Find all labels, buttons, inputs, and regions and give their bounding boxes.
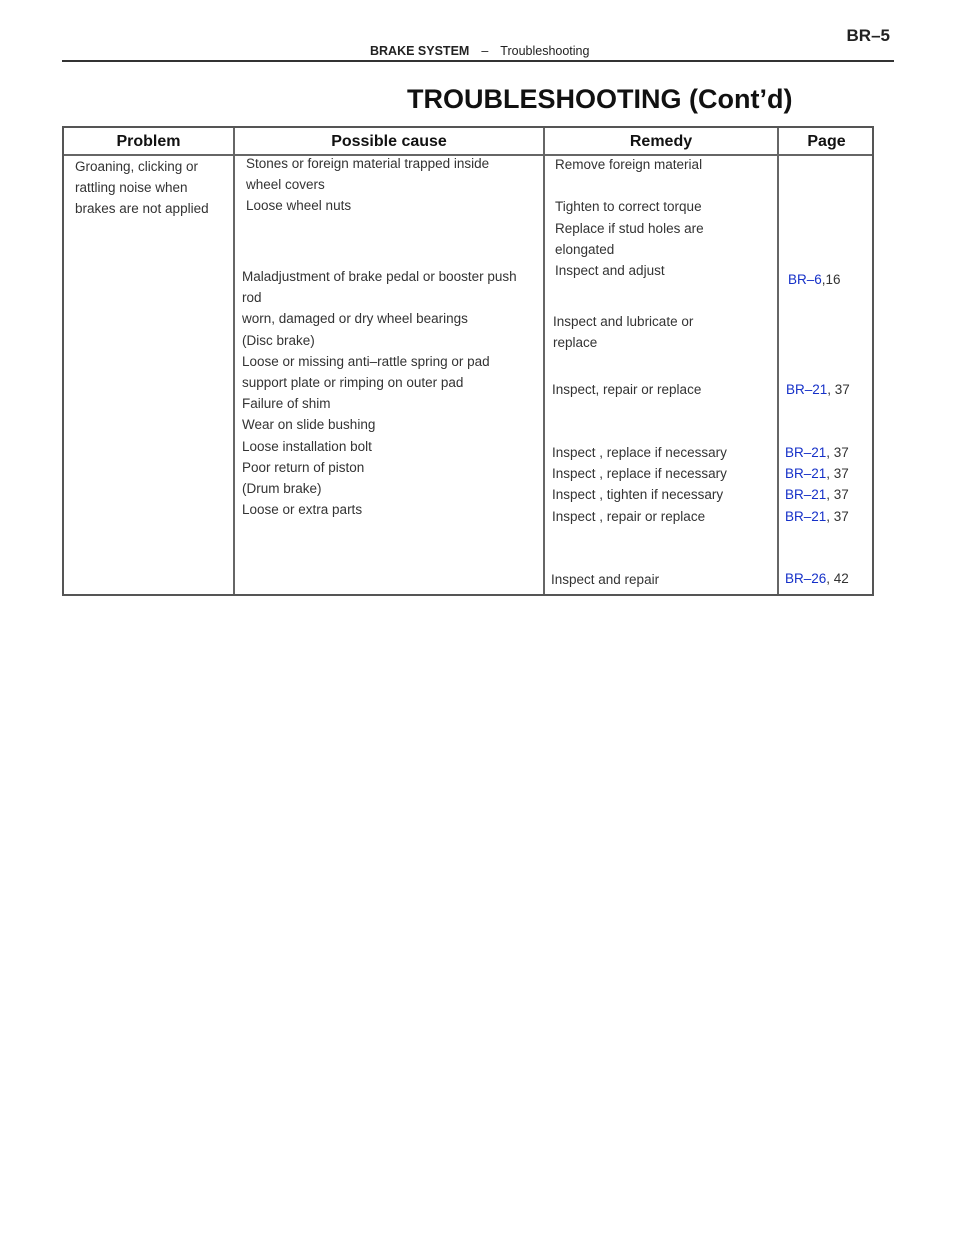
remedy-group: [551, 569, 659, 590]
cause-line: (Drum brake): [242, 481, 322, 497]
cause-line: Failure of shim: [242, 396, 331, 412]
header-rule: [62, 60, 894, 62]
page-ref-suffix: , 37: [826, 445, 849, 460]
remedy-line: Replace if stud holes are: [555, 220, 704, 236]
header-separator: –: [481, 44, 489, 58]
remedy-line: replace: [553, 335, 598, 351]
column-header-page: Page: [807, 133, 846, 150]
page-ref: [785, 442, 849, 463]
page-link[interactable]: BR–21: [785, 508, 827, 524]
remedy-line: Inspect , replace if necessary: [552, 466, 727, 482]
remedy-line: Inspect and adjust: [555, 263, 665, 279]
remedy-line: Inspect , replace if necessary: [552, 445, 727, 460]
remedy-line: elongated: [555, 241, 615, 257]
remedy-line: Inspect, repair or replace: [552, 382, 702, 397]
section-name: BRAKE SYSTEM: [370, 44, 470, 58]
page-number: BR–5: [846, 26, 890, 45]
remedy-line: Inspect and lubricate or: [553, 314, 694, 329]
troubleshooting-table: [62, 126, 874, 596]
cause-line: Loose installation bolt: [242, 438, 372, 454]
page-link[interactable]: BR–21: [785, 487, 827, 503]
problem-line: brakes are not applied: [75, 201, 209, 217]
page-ref-suffix: , 37: [826, 466, 849, 482]
cause-group: [246, 153, 489, 217]
cause-line: Maladjustment of brake pedal or booster push: [242, 269, 517, 284]
cause-line: (Disc brake): [242, 332, 315, 348]
cause-line: Loose wheel nuts: [246, 198, 352, 214]
remedy-group: [555, 154, 704, 281]
page-ref: [786, 379, 850, 400]
column-header-problem: Problem: [116, 133, 181, 150]
page-link[interactable]: BR–21: [786, 382, 828, 397]
cause-line: wheel covers: [246, 177, 325, 193]
column-divider: [777, 128, 779, 594]
subsection-name: Troubleshooting: [500, 44, 590, 58]
page-title: TROUBLESHOOTING (Cont’d): [407, 84, 793, 114]
cause-line: Stones or foreign material trapped inside: [246, 156, 490, 171]
cause-line: rod: [242, 290, 262, 306]
remedy-line: Remove foreign material: [555, 157, 703, 172]
page-link[interactable]: BR–6: [788, 272, 822, 287]
cause-line: worn, damaged or dry wheel bearings: [242, 311, 468, 327]
remedy-line: Tighten to correct torque: [555, 199, 702, 215]
remedy-group: [552, 379, 701, 400]
cause-line: Wear on slide bushing: [242, 417, 376, 433]
column-divider: [543, 128, 545, 594]
column-header-possible-cause: Possible cause: [331, 133, 447, 150]
cause-line: support plate or rimping on outer pad: [242, 375, 464, 391]
remedy-line: [555, 175, 704, 196]
page-ref: [788, 269, 841, 290]
page-ref-suffix: , 37: [826, 508, 849, 524]
page-ref-suffix: , 37: [826, 487, 849, 503]
page-ref: [785, 506, 849, 527]
page-ref-suffix: , 42: [826, 571, 849, 586]
remedy-line: Inspect and repair: [551, 572, 660, 587]
running-header: [370, 44, 589, 58]
problem-cell: [75, 156, 209, 220]
column-divider: [233, 128, 235, 594]
problem-line: Groaning, clicking or: [75, 159, 199, 174]
page-link[interactable]: BR–21: [785, 466, 827, 482]
page-link[interactable]: BR–26: [785, 571, 827, 586]
page-ref-suffix: ,16: [821, 272, 841, 287]
page-ref: [785, 463, 849, 484]
problem-line: rattling noise when: [75, 180, 188, 196]
page-ref-group: [785, 442, 849, 527]
remedy-line: Inspect , repair or replace: [552, 508, 706, 524]
remedy-group: [553, 311, 693, 353]
page-ref-suffix: , 37: [827, 382, 850, 397]
cause-group: [242, 266, 517, 520]
remedy-group: [552, 442, 727, 527]
remedy-line: Inspect , tighten if necessary: [552, 487, 724, 503]
page-ref: [785, 568, 849, 589]
page-ref: [785, 484, 849, 505]
cause-line: Poor return of piston: [242, 459, 365, 475]
column-header-remedy: Remedy: [629, 133, 693, 150]
cause-line: Loose or missing anti–rattle spring or pad: [242, 353, 490, 369]
cause-line: Loose or extra parts: [242, 502, 363, 518]
page-link[interactable]: BR–21: [785, 445, 827, 460]
